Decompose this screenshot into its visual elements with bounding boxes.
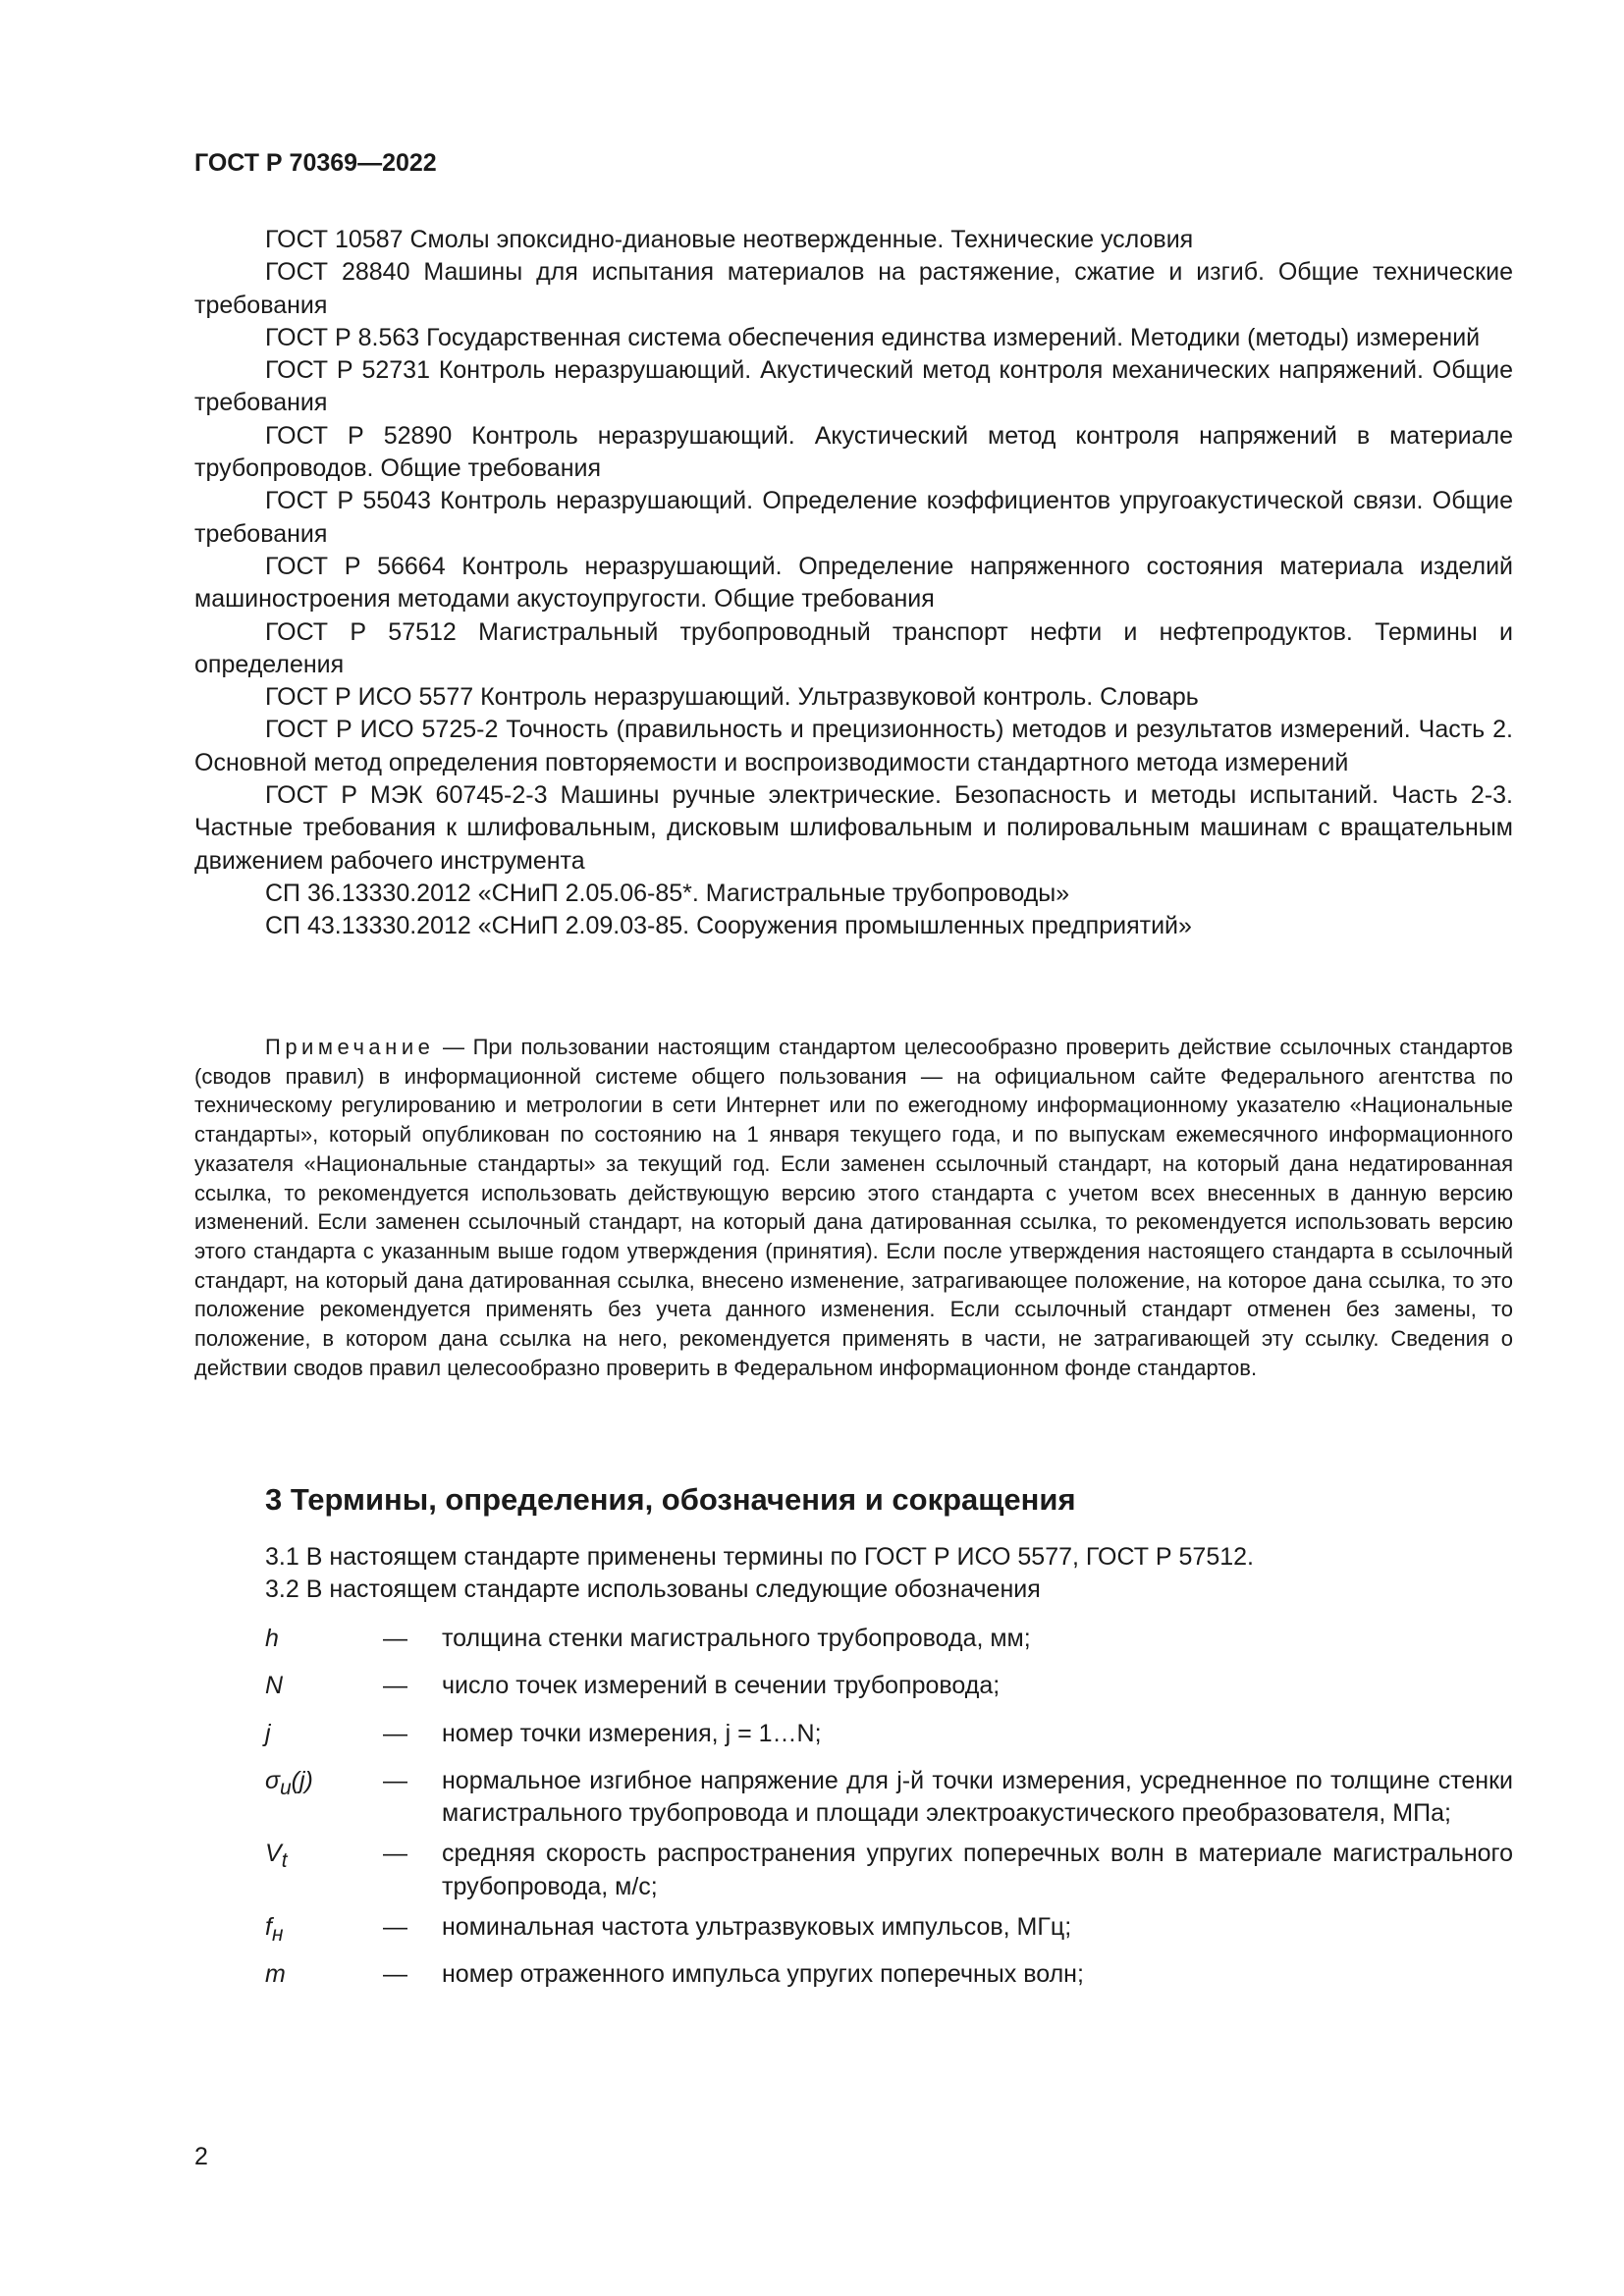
symbol-dash: — — [383, 1766, 407, 1794]
symbol-description: номинальная частота ультразвуковых импульсов, МГц; — [442, 1913, 1072, 1942]
symbol-row — [265, 1765, 1513, 1831]
reference-item: СП 43.13330.2012 «СНиП 2.09.03-85. Сооружения промышленных предприятий» — [265, 912, 1192, 940]
symbol: $V_t$ — [265, 1840, 288, 1873]
symbols-list — [265, 1623, 1513, 2006]
symbol-dash: — — [383, 1672, 407, 1700]
reference-item: ГОСТ 10587 Смолы эпоксидно-диановые неотвержденные. Технические условия — [265, 226, 1194, 253]
page-number: 2 — [194, 2143, 208, 2170]
symbol-description: средняя скорость распространения упругих поперечных волн в материале магистрального трубопровода, м/с; — [442, 1840, 1513, 1900]
normative-references-list — [194, 224, 1513, 943]
symbol-description: нормальное изгибное напряжение для j-й точки измерения, усредненное по толщине стенки магистрального трубопровода и площади электроакустического преобразователя, МПа; — [442, 1766, 1513, 1828]
reference-item: ГОСТ Р 8.563 Государственная система обеспечения единства измерений. Методики (методы) измерений — [265, 323, 1481, 351]
symbol: $\sigma_и(j)$ — [265, 1766, 313, 1799]
symbol: j — [265, 1719, 271, 1747]
note-text: — При пользовании настоящим стандартом целесообразно проверить действие ссылочных стандартов (сводов правил) в информационной системе общего пользования — на официальном сайте Федерального агентства по техническому регулированию и метрологии в сети Интернет или по ежегодному информационному указателю «Национальные стандарты», который опубликован по состоянию на 1 января текущего года, и по выпускам ежемесячного информационного указателя «Национальные стандарты» за текущий год. Если заменен ссылочный стандарт, на который дана недатированная ссылка, то рекомендуется использовать действующую версию этого стандарта с учетом всех внесенных в данную версию изменений. Если заменен ссылочный стандарт, на который дана датированная ссылка, то рекомендуется использовать версию этого стандарта с указанным выше годом утверждения (принятия). Если после утверждения настоящего стандарта в ссылочный стандарт, на который дана датированная ссылка, внесено изменение, затрагивающее положение, на которое дана ссылка, то это положение рекомендуется применять без учета данного изменения. Если ссылочный стандарт отменен без замены, то положение, в котором дана ссылка на него, рекомендуется применять в части, не затрагивающей эту ссылку. Сведения о действии сводов правил целесообразно проверить в Федеральном информационном фонде стандартов. — [194, 1035, 1513, 1380]
reference-item: ГОСТ Р 56664 Контроль неразрушающий. Определение напряженного состояния материала изделий машиностроения методами акустоупругости. Общие требования — [194, 552, 1513, 614]
section-paragraph-3-1: 3.1 В настоящем стандарте применены термины по ГОСТ Р ИСО 5577, ГОСТ Р 57512. — [265, 1543, 1254, 1571]
reference-item: ГОСТ Р 55043 Контроль неразрушающий. Определение коэффициентов упругоакустической связи. Общие требования — [194, 487, 1513, 548]
symbol: N — [265, 1672, 284, 1700]
symbol: h — [265, 1625, 279, 1652]
symbol-row — [265, 1838, 1513, 1903]
reference-item: ГОСТ Р ИСО 5577 Контроль неразрушающий. Ультразвуковой контроль. Словарь — [265, 683, 1199, 712]
reference-item: ГОСТ Р 52731 Контроль неразрушающий. Акустический метод контроля механических напряжений. Общие требования — [194, 356, 1513, 417]
document-header: ГОСТ Р 70369—2022 — [194, 149, 437, 177]
reference-item: СП 36.13330.2012 «СНиП 2.05.06-85*. Магистральные трубопроводы» — [265, 879, 1070, 907]
symbol-description: номер отраженного импульса упругих поперечных волн; — [442, 1960, 1084, 1989]
section-paragraph-3-2: 3.2 В настоящем стандарте использованы следующие обозначения — [265, 1575, 1041, 1603]
note-label: Примечание — [265, 1035, 435, 1059]
symbol-dash: — — [383, 1625, 407, 1652]
symbol-row — [265, 1623, 1513, 1662]
symbol-description: число точек измерений в сечении трубопровода; — [442, 1672, 1001, 1700]
note-paragraph — [194, 1033, 1513, 1382]
reference-item: ГОСТ Р 52890 Контроль неразрушающий. Акустический метод контроля напряжений в материале трубопроводов. Общие требования — [194, 421, 1513, 483]
symbol-description: номер точки измерения, j = 1…N; — [442, 1719, 822, 1747]
symbol-dash: — — [383, 1719, 407, 1747]
symbol-dash: — — [383, 1960, 407, 1989]
reference-item: ГОСТ Р МЭК 60745-2-3 Машины ручные электрические. Безопасность и методы испытаний. Часть 2-3. Частные требования к шлифовальным, дисковым шлифовальным и полировальным машинам с вращательным движением рабочего инструмента — [194, 781, 1513, 875]
symbol-row — [265, 1911, 1513, 1950]
symbol-row — [265, 1670, 1513, 1709]
reference-item: ГОСТ Р ИСО 5725-2 Точность (правильность и прецизионность) методов и результатов измерений. Часть 2. Основной метод определения повторяемости и воспроизводимости стандартного метода измерений — [194, 716, 1513, 776]
symbol-dash: — — [383, 1913, 407, 1942]
reference-item: ГОСТ 28840 Машины для испытания материалов на растяжение, сжатие и изгиб. Общие технические требования — [194, 258, 1513, 319]
section-title: 3 Термины, определения, обозначения и сокращения — [265, 1482, 1076, 1517]
symbol-dash: — — [383, 1840, 407, 1868]
note-block — [194, 1033, 1513, 1382]
symbol-row — [265, 1718, 1513, 1757]
symbol: m — [265, 1960, 286, 1989]
symbol-description: толщина стенки магистрального трубопровода, мм; — [442, 1625, 1031, 1652]
reference-item: ГОСТ Р 57512 Магистральный трубопроводный транспорт нефти и нефтепродуктов. Термины и определения — [194, 617, 1513, 678]
symbol: $f_н$ — [265, 1913, 284, 1947]
symbol-row — [265, 1958, 1513, 1998]
